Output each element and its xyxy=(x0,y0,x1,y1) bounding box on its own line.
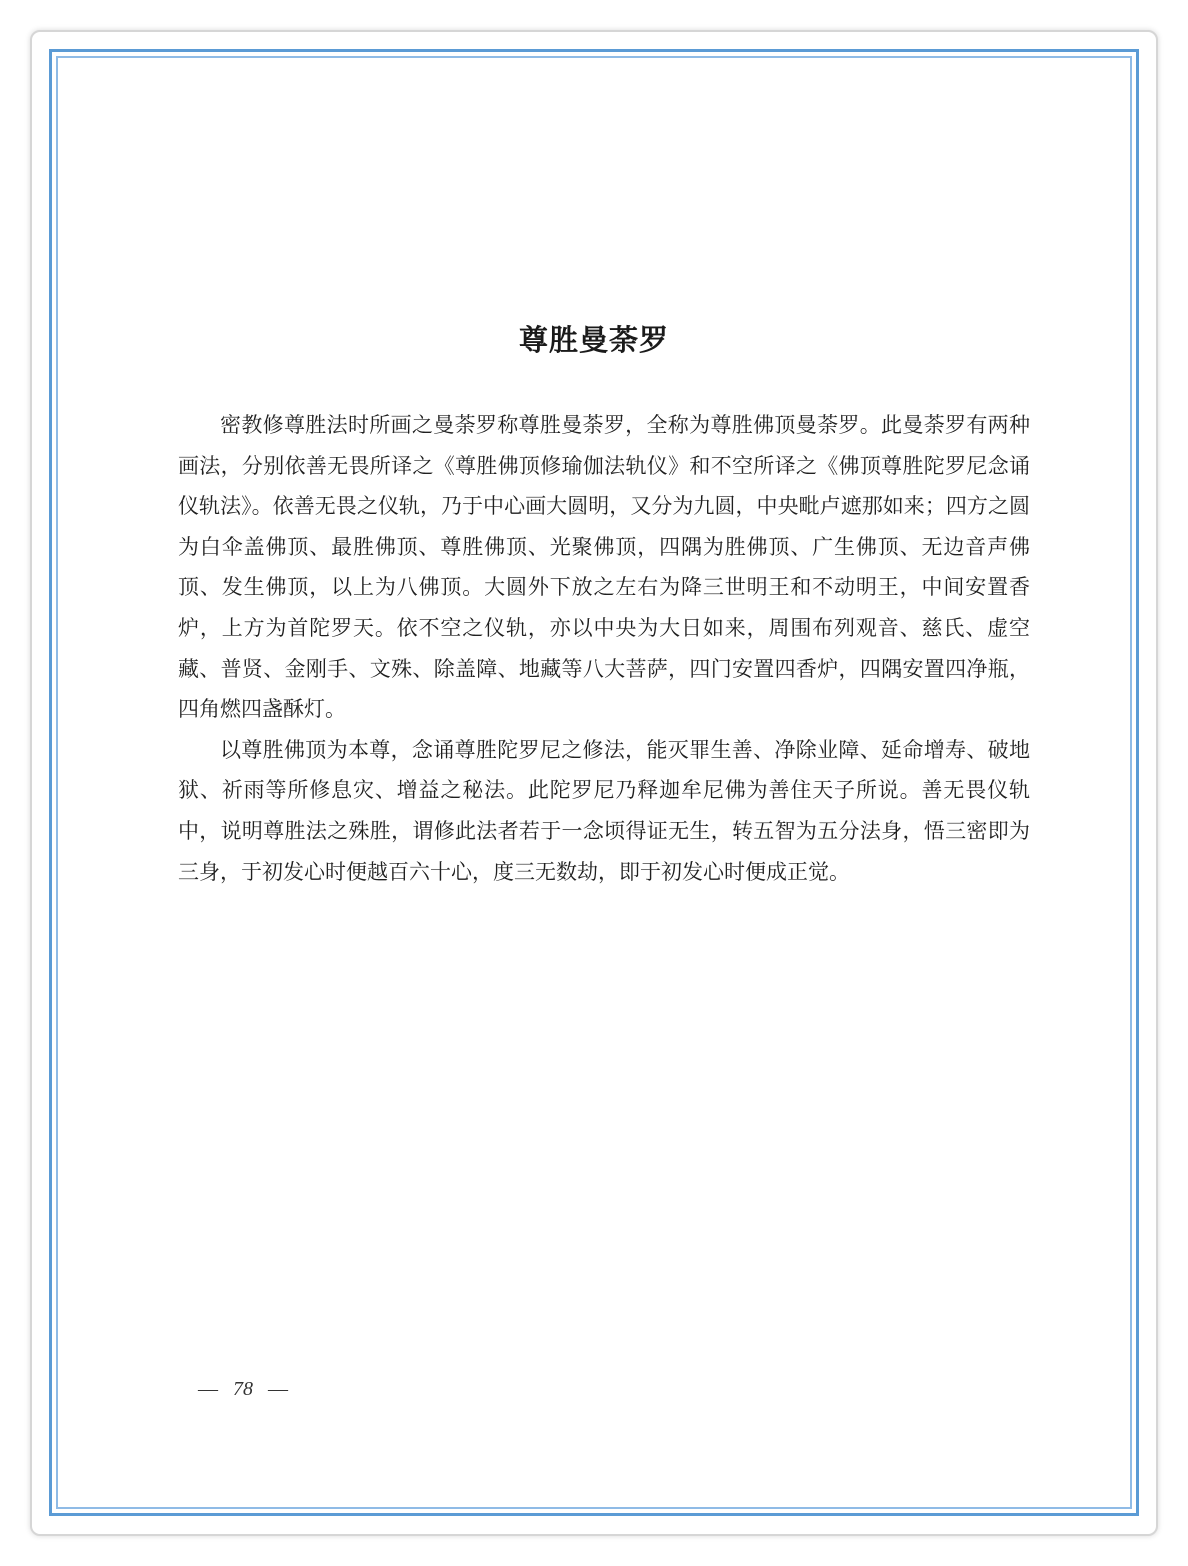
paragraph-2: 以尊胜佛顶为本尊，念诵尊胜陀罗尼之修法，能灭罪生善、净除业障、延命增寿、破地狱、祈雨等所修息灾、增益之秘法。此陀罗尼乃释迦牟尼佛为善住天子所说。善无畏仪轨中，说明尊胜法之殊胜，谓修此法者若于一念顷得证无生，转五智为五分法身，悟三密即为三身，于初发心时便越百六十心，度三无数劫，即于初发心时便成正觉。 xyxy=(178,737,1030,884)
page-number-dash-left: — xyxy=(198,1378,218,1400)
page-number-value: 78 xyxy=(233,1378,253,1400)
article-title: 尊胜曼荼罗 xyxy=(518,323,669,357)
article-body xyxy=(178,405,1030,892)
page-number xyxy=(198,1378,288,1401)
page-number-dash-right: — xyxy=(268,1378,288,1400)
paragraph-1: 密教修尊胜法时所画之曼荼罗称尊胜曼荼罗，全称为尊胜佛顶曼荼罗。此曼荼罗有两种画法，分别依善无畏所译之《尊胜佛顶修瑜伽法轨仪》和不空所译之《佛顶尊胜陀罗尼念诵仪轨法》。依善无畏之仪轨，乃于中心画大圆明，又分为九圆，中央毗卢遮那如来；四方之圆为白伞盖佛顶、最胜佛顶、尊胜佛顶、光聚佛顶，四隅为胜佛顶、广生佛顶、无边音声佛顶、发生佛顶，以上为八佛顶。大圆外下放之左右为降三世明王和不动明王，中间安置香炉，上方为首陀罗天。依不空之仪轨，亦以中央为大日如来，周围布列观音、慈氏、虚空藏、普贤、金刚手、文殊、除盖障、地藏等八大菩萨，四门安置四香炉，四隅安置四净瓶，四角燃四盏酥灯。 xyxy=(178,413,1030,722)
